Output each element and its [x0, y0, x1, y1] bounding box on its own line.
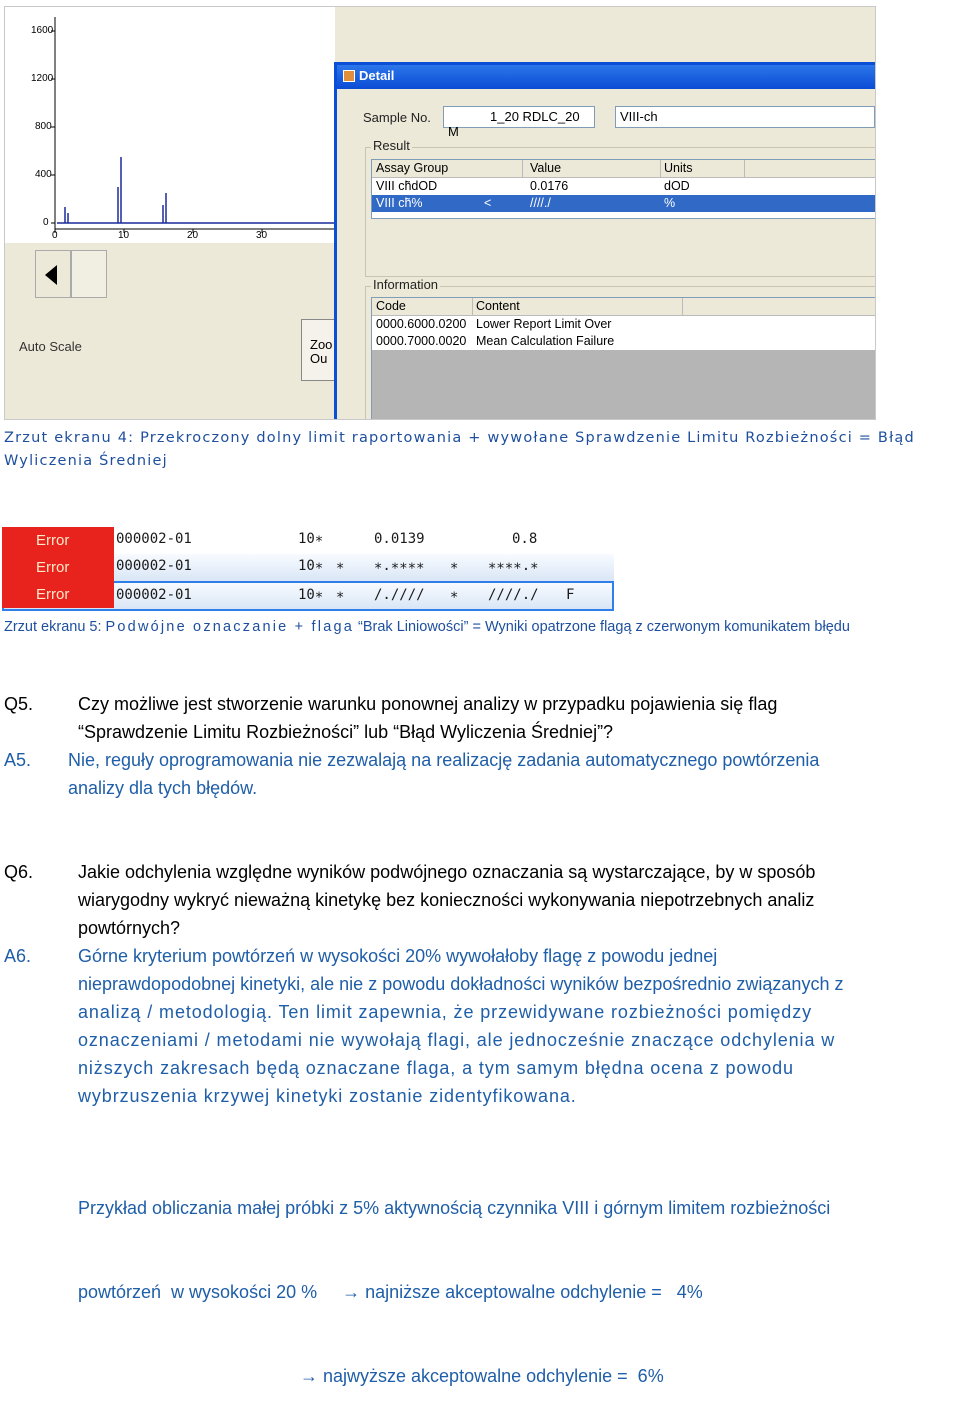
result-grid-header [372, 160, 876, 178]
units-cell: dOD [664, 179, 690, 193]
q6-line: wiarygodny wykryć nieważną kinetykę bez konieczności wykonywania niepotrzebnych analiz [78, 890, 815, 910]
cell: /.//// [374, 587, 425, 603]
flag-cell: < [484, 196, 492, 210]
caption-4-line: Wyliczenia Średniej [4, 453, 168, 469]
cell: 0.0139 [374, 531, 425, 547]
q5-text [78, 690, 958, 746]
a6-text [78, 942, 958, 1110]
content-cell: Mean Calculation Failure [476, 334, 615, 348]
sample-no-field[interactable] [443, 106, 595, 139]
a5-label: A5. [4, 750, 32, 770]
error-row[interactable] [2, 554, 614, 581]
a6-label: A6. [4, 946, 32, 966]
information-empty-area [372, 350, 876, 420]
col-code[interactable]: Code [376, 299, 406, 313]
sample-id: 000002-01 [116, 558, 192, 574]
detail-dialog [334, 62, 876, 420]
a6-line: Górne kryterium powtórzeń w wysokości 20% wywołałoby flagę z powodu jednej [78, 946, 718, 966]
code-cell: 0000.7000.0020 [376, 334, 467, 348]
error-status: Error [2, 527, 114, 554]
information-row[interactable] [372, 333, 876, 350]
result-group-title: Result [373, 138, 410, 153]
zoom-label: Zoo Ou [310, 337, 333, 366]
error-status: Error [2, 581, 114, 608]
app-icon [343, 70, 355, 82]
y-tick-label: 1200 [31, 73, 54, 84]
dialog-titlebar[interactable] [337, 65, 876, 89]
q5-line: “Sprawdzenie Limitu Rozbieżności” lub “Błąd Wyliczenia Średniej”? [78, 722, 614, 742]
caption-screenshot-5 [4, 617, 954, 637]
col-units[interactable]: Units [664, 161, 693, 175]
a6-line: analizą / metodologią. Ten limit zapewnia, że przewidywane rozbieżności pomiędzy [78, 1002, 813, 1022]
col-assay-group[interactable]: Assay Group [376, 161, 449, 175]
sample-id: 000002-01 [116, 531, 192, 547]
chart-x-ticks [55, 229, 262, 233]
a5-line: analizy dla tych błędów. [68, 778, 258, 798]
sample-id: 000002-01 [116, 587, 192, 603]
cell: ∗ [450, 587, 459, 603]
x-tick-label: 20 [187, 230, 199, 241]
a6-example-line: powtórzeń w wysokości 20 % → najniższe akceptowalne odchylenie = 4% [78, 1282, 703, 1302]
a6-line: wybrzuszenia krzywej kinetyki zostanie zidentyfikowana. [78, 1086, 577, 1106]
kinetics-chart [5, 7, 335, 243]
x-tick-label: 10 [118, 230, 130, 241]
a6-line: niższych zakresach będą oznaczane flaga, a tym samym błędna ocena z powodu [78, 1058, 794, 1078]
information-row[interactable] [372, 316, 876, 333]
screenshot-4 [4, 6, 876, 420]
kinetics-chart-svg [5, 7, 335, 243]
a6-line: oznaczeniami / metodami nie wywołają flagi, ale jednocześnie znaczące odchylenia w [78, 1030, 836, 1050]
y-tick-label: 0 [43, 217, 49, 228]
blank-panel [71, 250, 107, 298]
auto-scale-label[interactable]: Auto Scale [19, 339, 82, 354]
information-grid [371, 297, 876, 420]
dialog-title: Detail [359, 68, 395, 83]
content-cell: Lower Report Limit Over [476, 317, 612, 331]
a5-line: Nie, reguły oprogramowania nie zezwalają na realizację zadania automatycznego powtórzenia [68, 750, 820, 770]
cell: ∗∗∗∗.∗ [488, 558, 539, 574]
q5-label: Q5. [4, 694, 34, 714]
x-tick-label: 0 [52, 230, 58, 241]
a5-text [68, 746, 958, 802]
caption-5-rest: “Brak Liniowości” = Wyniki opatrzone flagą z czerwonym komunikatem błędu [354, 619, 850, 635]
chart-spikes [65, 157, 166, 223]
sample-no-value: 1_20 RDLC_20 M [448, 109, 580, 139]
a6-example-line: → najwyższe akceptowalne odchylenie = 6% [300, 1366, 664, 1386]
y-tick-label: 1600 [31, 25, 54, 36]
cell: 0.8 [512, 531, 538, 547]
assay-field[interactable] [615, 106, 875, 128]
error-status: Error [2, 554, 114, 581]
information-grid-header [372, 298, 876, 316]
error-row[interactable] [2, 527, 614, 554]
col-value[interactable]: Value [530, 161, 562, 175]
units-cell: % [664, 196, 676, 210]
cell: ∗ [450, 558, 459, 574]
caption-screenshot-4 [4, 427, 944, 473]
code-cell: 0000.6000.0200 [376, 317, 467, 331]
screenshot-5 [2, 527, 614, 611]
a6-example [78, 1138, 958, 1418]
y-tick-label: 400 [35, 169, 52, 180]
assay-cell: VIII ch̃% [376, 196, 423, 210]
error-row-selected[interactable] [2, 581, 614, 611]
cell: ∗ [336, 558, 345, 574]
assay-cell: VIII ch̃dOD [376, 179, 438, 193]
result-grid [371, 159, 876, 219]
result-row[interactable] [372, 178, 876, 195]
caption-5-prefix: Zrzut ekranu 5: [4, 619, 106, 635]
information-group-title: Information [373, 277, 439, 292]
cell: ////./ [488, 587, 539, 603]
cell: ∗.∗∗∗∗ [374, 558, 425, 574]
col-content[interactable]: Content [476, 299, 520, 313]
a6-line: nieprawdopodobnej kinetyki, ale nie z powodu dokładności wyników bezpośrednio związanych z [78, 974, 844, 994]
x-tick-label: 30 [256, 230, 268, 241]
cell: ∗ [336, 587, 345, 603]
q6-text [78, 858, 958, 942]
cell: 10∗ [298, 531, 324, 547]
caption-4-line: Zrzut ekranu 4: Przekroczony dolny limit raportowania + wywołane Sprawdzenie Limitu Rozbieżności = Błąd [4, 430, 915, 446]
sample-no-label: Sample No. [363, 110, 431, 125]
cell: F [566, 587, 575, 603]
scroll-left-button[interactable] [35, 250, 71, 298]
y-tick-label: 800 [35, 121, 52, 132]
value-cell: 0.0176 [530, 179, 569, 193]
result-row-selected[interactable] [372, 195, 876, 212]
q5-line: Czy możliwe jest stworzenie warunku ponownej analizy w przypadku pojawienia się flag [78, 694, 778, 714]
q6-line: Jakie odchylenia względne wyników podwójnego oznaczania są wystarczające, by w sposób [78, 862, 816, 882]
value-cell: ////./ [530, 196, 551, 210]
assay-value: VIII-ch [620, 109, 658, 124]
q6-line: powtórnych? [78, 918, 181, 938]
cell: 10∗ [298, 558, 324, 574]
caption-5-spaced: Podwójne oznaczanie + flaga [105, 619, 354, 635]
cell: 10∗ [298, 587, 324, 603]
q6-label: Q6. [4, 862, 34, 882]
a6-example-line: Przykład obliczania małej próbki z 5% aktywnością czynnika VIII i górnym limitem rozbieżności [78, 1198, 831, 1218]
